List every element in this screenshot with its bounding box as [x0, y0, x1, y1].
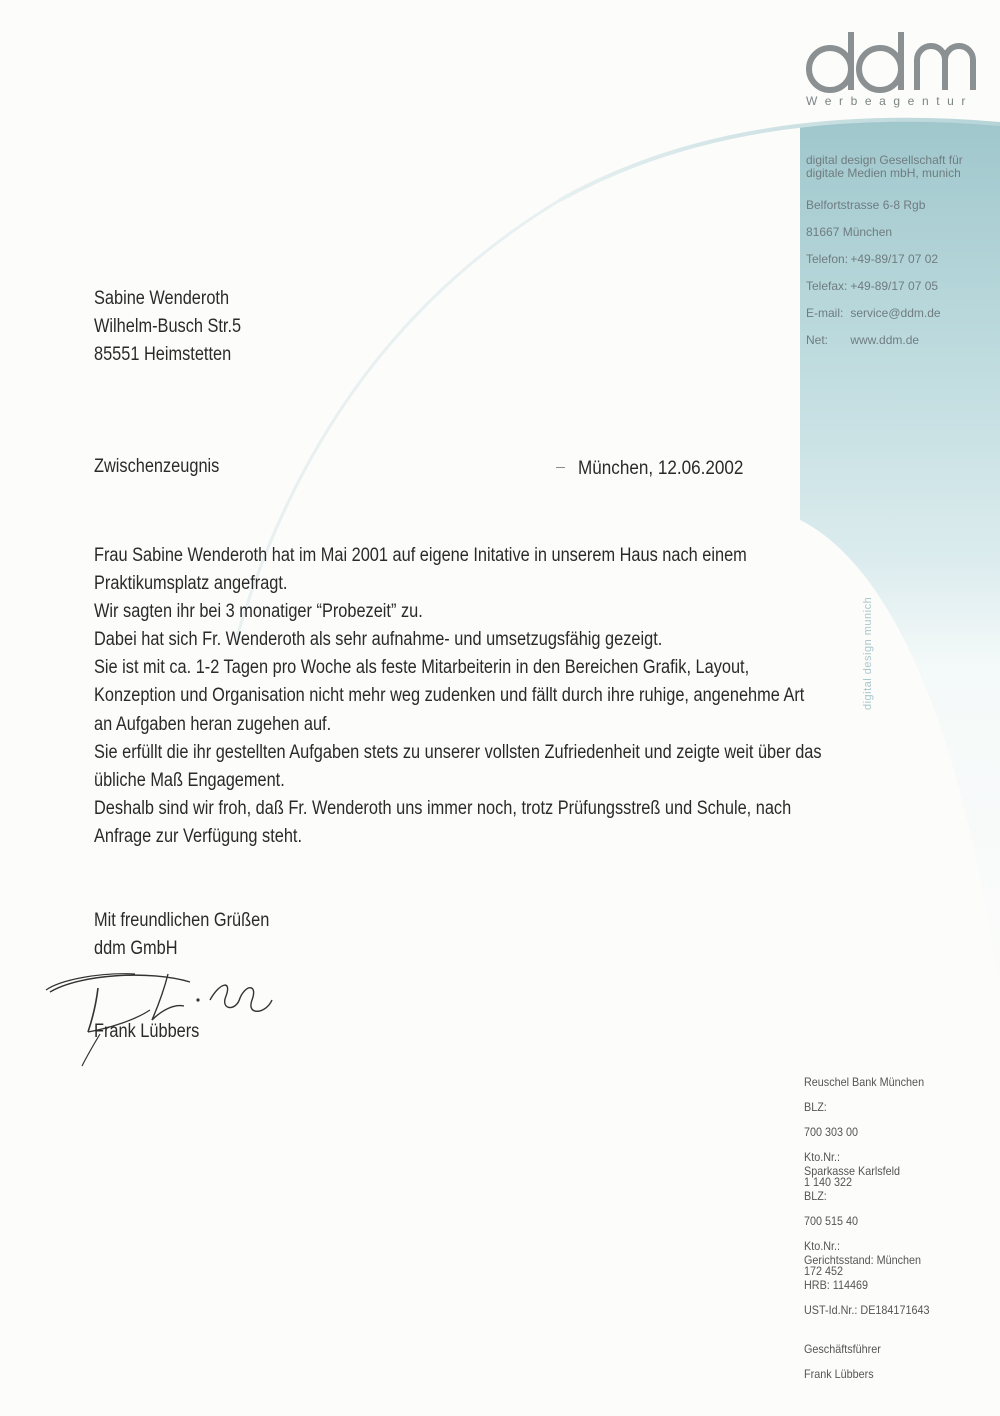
email-value: service@ddm.de [850, 306, 941, 320]
closing-block [94, 907, 269, 963]
closing-company: ddm GmbH [94, 938, 178, 959]
letter-date: München, 12.06.2002 [578, 458, 744, 479]
letter-body [94, 542, 834, 851]
bank2-blz-label: BLZ: [804, 1189, 827, 1203]
vertical-tagline: digital design munich [862, 596, 874, 710]
company-city: 81667 München [806, 225, 893, 239]
bank2-kto: 172 452 [804, 1264, 844, 1278]
body-line: Wir sagten ihr bei 3 monatiger “Probezeit” zu. [94, 601, 423, 623]
body-line: an Aufgaben heran zugehen auf. [94, 713, 332, 735]
bank2-kto-label: Kto.Nr.: [804, 1239, 841, 1253]
phone-label: Telefon: [806, 252, 849, 266]
bank1-kto-label: Kto.Nr.: [804, 1150, 841, 1164]
fold-mark [556, 467, 565, 468]
recipient-name: Sabine Wenderoth [94, 288, 230, 309]
managing-director-label: Geschäftsführer [804, 1342, 881, 1356]
recipient-street: Wilhelm-Busch Str.5 [94, 316, 242, 337]
logo-subtitle: Werbeagentur [806, 94, 974, 108]
hrb-number: HRB: 114469 [804, 1278, 869, 1292]
bank2-name: Sparkasse Karlsfeld [804, 1164, 901, 1178]
closing-greeting: Mit freundlichen Grüßen [94, 910, 270, 931]
company-name-line2: digitale Medien mbH, munich [806, 166, 961, 180]
bank1-blz-row [804, 1095, 924, 1145]
bank1-blz: 700 303 00 [804, 1125, 859, 1139]
email-row [806, 307, 941, 320]
handwritten-signature [40, 960, 280, 1070]
phone-row [806, 253, 938, 266]
letter-subject: Zwischenzeugnis [94, 456, 220, 477]
net-label: Net: [806, 333, 829, 347]
body-line: Sie erfüllt die ihr gestellten Aufgaben stets zu unserer vollsten Zufriedenheit und zeigte weit über das [94, 741, 822, 763]
managing-director-name: Frank Lübbers [804, 1367, 874, 1381]
phone-value: +49-89/17 07 02 [850, 252, 939, 266]
body-line: Frau Sabine Wenderoth hat im Mai 2001 auf eigene Initative in unserem Haus nach einem [94, 545, 747, 566]
email-label: E-mail: [806, 306, 844, 320]
legal-block [804, 1248, 929, 1323]
bank2-blz-row [804, 1184, 900, 1234]
company-street: Belfortstrasse 6-8 Rgb [806, 198, 926, 212]
vat-id: UST-Id.Nr.: DE184171643 [804, 1303, 930, 1317]
company-name-line1: digital design Gesellschaft für [806, 153, 963, 167]
recipient-city: 85551 Heimstetten [94, 344, 232, 365]
ddm-logo [805, 28, 985, 94]
company-contact-block [806, 153, 963, 347]
body-line: Deshalb sind wir froh, daß Fr. Wenderoth uns immer noch, trotz Prüfungsstreß und Schule, nach [94, 797, 792, 819]
body-line: Konzeption und Organisation nicht mehr weg zudenken und fällt durch ihre ruhige, angenehme Art [94, 685, 805, 707]
court-of-jurisdiction: Gerichtsstand: München [804, 1253, 922, 1267]
fax-label: Telefax: [806, 279, 848, 293]
fax-value: +49-89/17 07 05 [850, 279, 939, 293]
bank1-blz-label: BLZ: [804, 1100, 827, 1114]
fax-row [806, 280, 938, 293]
signer-name: Frank Lübbers [94, 1021, 200, 1042]
bank2-blz: 700 515 40 [804, 1214, 859, 1228]
net-value: www.ddm.de [850, 333, 920, 347]
net-row [806, 334, 919, 347]
body-line: Praktikumsplatz angefragt. [94, 573, 288, 595]
bank1-kto: 1 140 322 [804, 1175, 853, 1189]
body-line: Anfrage zur Verfügung steht. [94, 825, 303, 847]
body-line: Dabei hat sich Fr. Wenderoth als sehr aufnahme- und umsetzugsfähig gezeigt. [94, 629, 663, 651]
bank1-name: Reuschel Bank München [804, 1075, 925, 1089]
body-line: übliche Maß Engagement. [94, 769, 285, 791]
body-line: Sie ist mit ca. 1-2 Tagen pro Woche als feste Mitarbeiterin in den Bereichen Grafik, Layout, [94, 657, 750, 679]
managing-director-block [804, 1337, 881, 1387]
